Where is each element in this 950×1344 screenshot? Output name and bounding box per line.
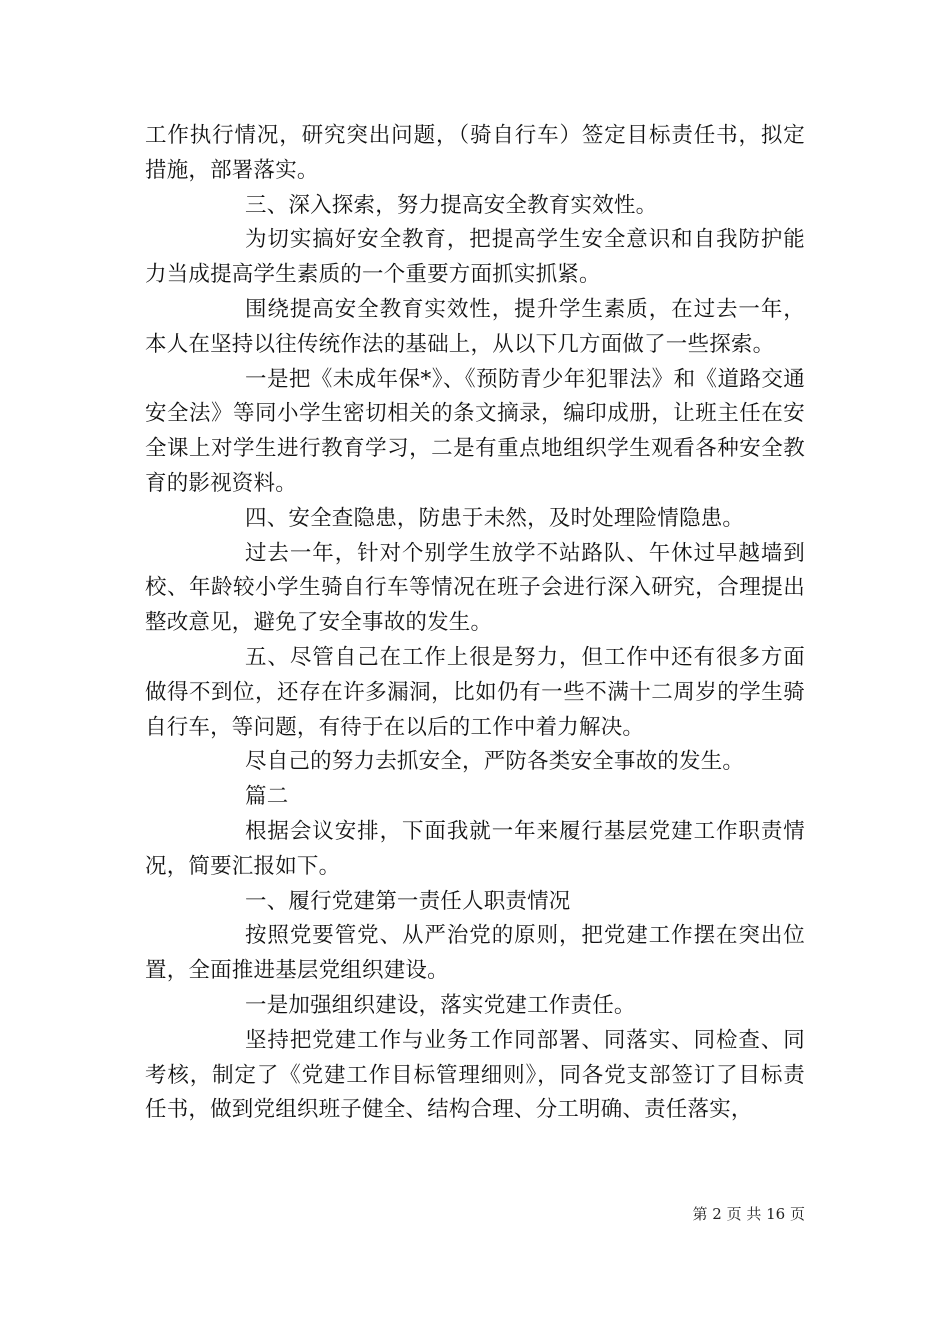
- paragraph: 为切实搞好安全教育，把提高学生安全意识和自我防护能力当成提高学生素质的一个重要方面抓实抓紧。: [145, 227, 805, 288]
- subheading: 一是加强组织建设，落实党建工作责任。: [245, 992, 636, 1018]
- part-title: 篇二: [245, 784, 289, 810]
- section-heading-1: 一、履行党建第一责任人职责情况: [245, 888, 571, 914]
- section-heading-3: 三、深入探索，努力提高安全教育实效性。: [245, 192, 658, 218]
- document-body: [145, 119, 805, 1128]
- paragraph: 尽自己的努力去抓安全，严防各类安全事故的发生。: [245, 749, 745, 775]
- paragraph: 一是把《未成年保*》、《预防青少年犯罪法》和《道路交通安全法》等同小学生密切相关的条文摘录，编印成册，让班主任在安全课上对学生进行教育学习，二是有重点地组织学生观看各种安全教育的影视资料。: [145, 366, 805, 496]
- paragraph: 坚持把党建工作与业务工作同部署、同落实、同检查、同考核，制定了《党建工作目标管理细则》，同各党支部签订了目标责任书，做到党组织班子健全、结构合理、分工明确、责任落实，: [145, 1027, 805, 1123]
- page-number-footer: 第 2 页 共 16 页: [692, 1205, 805, 1223]
- paragraph: 根据会议安排，下面我就一年来履行基层党建工作职责情况，简要汇报如下。: [145, 818, 805, 879]
- paragraph: 围绕提高安全教育实效性，提升学生素质，在过去一年，本人在坚持以往传统作法的基础上，从以下几方面做了一些探索。: [145, 296, 805, 357]
- paragraph: 过去一年，针对个别学生放学不站路队、午休过早越墙到校、年龄较小学生骑自行车等情况在班子会进行深入研究，合理提出整改意见，避免了安全事故的发生。: [145, 540, 805, 636]
- paragraph-continuation: 工作执行情况，研究突出问题，（骑自行车）签定目标责任书，拟定措施，部署落实。: [145, 123, 805, 183]
- paragraph: 按照党要管党、从严治党的原则，把党建工作摆在突出位置，全面推进基层党组织建设。: [145, 923, 805, 984]
- section-heading-5: 五、尽管自己在工作上很是努力，但工作中还有很多方面做得不到位，还存在许多漏洞，比如仍有一些不满十二周岁的学生骑自行车，等问题，有待于在以后的工作中着力解决。: [145, 644, 805, 740]
- section-heading-4: 四、安全查隐患，防患于未然，及时处理险情隐患。: [245, 505, 745, 531]
